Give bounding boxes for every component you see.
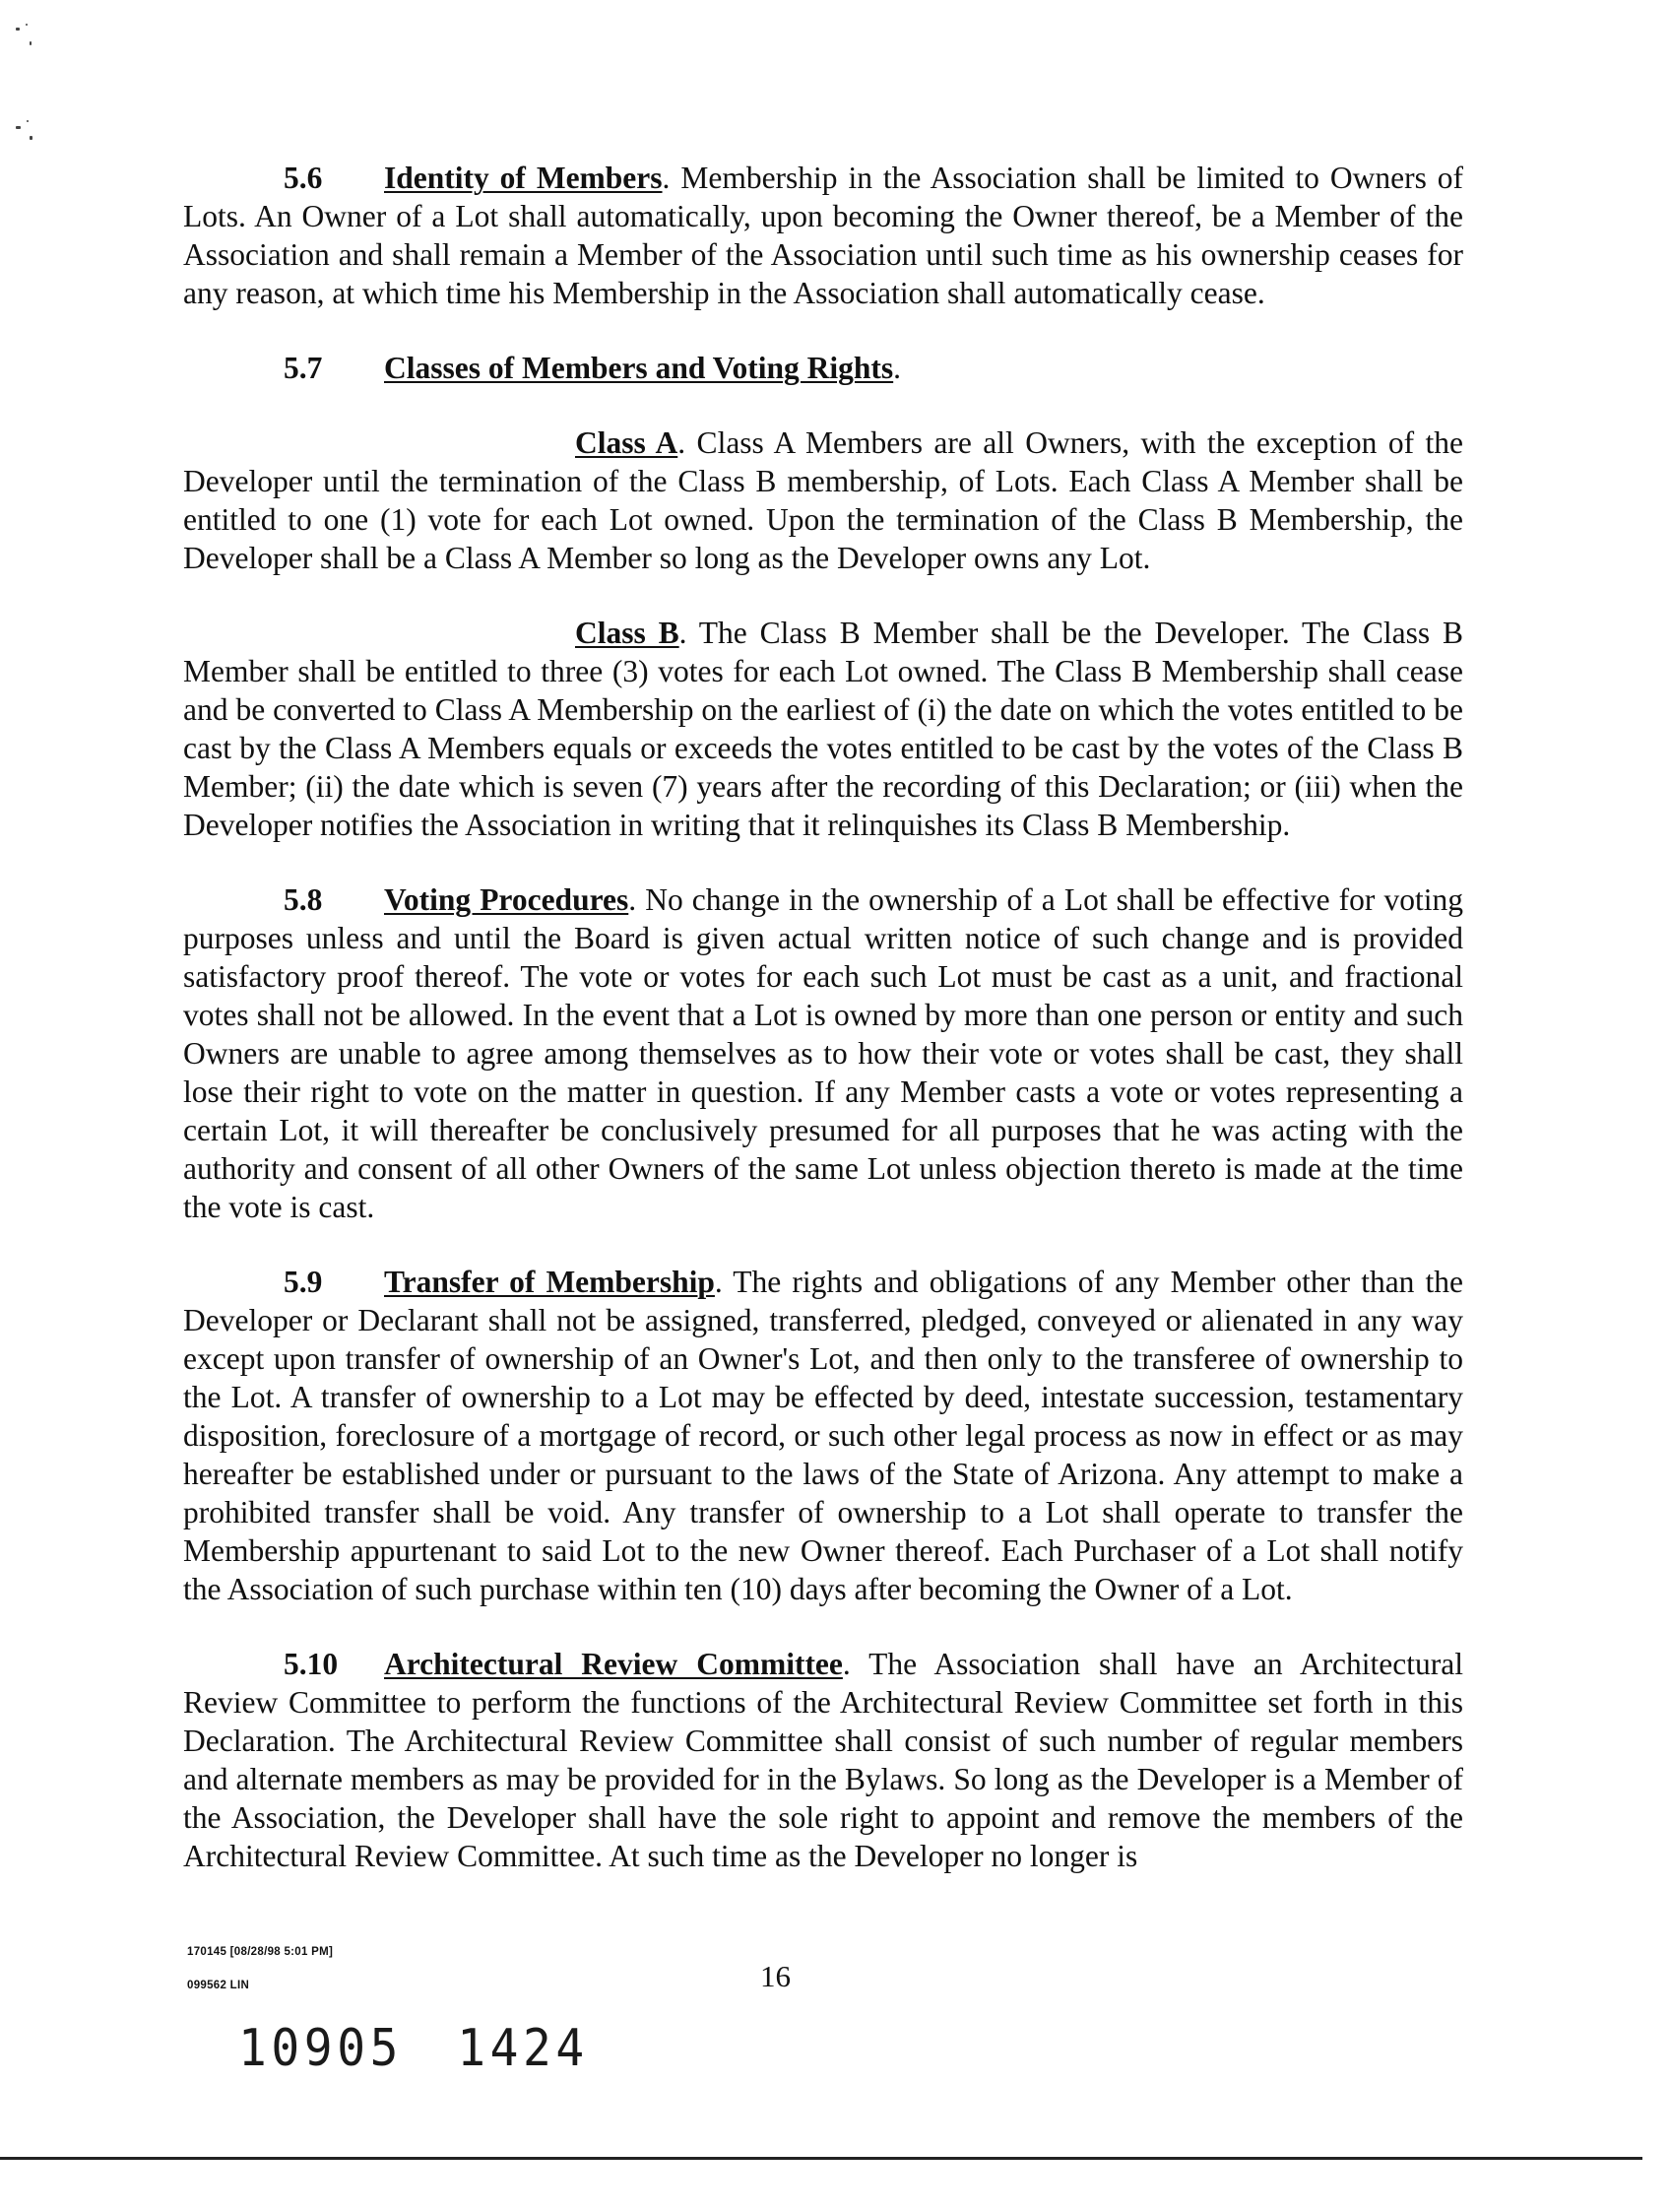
section-5-6 bbox=[183, 159, 1463, 312]
subsection-title: Class A bbox=[575, 425, 678, 460]
section-text: . No change in the ownership of a Lot shall be effective for voting purposes unless and until the Board is given actual written notice of such change and is provided satisfactory proof thereof. The vote or votes for each such Lot must be cast as a unit, and fractional votes shall not be allowed. In the event that a Lot is owned by more than one person or entity and such Owners are unable to agree among themselves as to how their vote or votes shall be cast, they shall lose their right to vote on the matter in question. If any Member casts a vote or votes representing a certain Lot, it will thereafter be conclusively presumed for all purposes that he was acting with the authority and consent of all other Owners of the same Lot unless objection thereto is made at the time the vote is cast. bbox=[183, 882, 1463, 1224]
section-text: . Membership in the Association shall be limited to Owners of Lots. An Owner of a Lot shall automatically, upon becoming the Owner thereof, be a Member of the Association and shall remain a Member of the Association until such time as his ownership ceases for any reason, at which time his Membership in the Association shall automatically cease. bbox=[183, 161, 1463, 310]
section-5-10 bbox=[183, 1645, 1463, 1875]
section-title: Voting Procedures bbox=[384, 882, 629, 917]
bottom-rule bbox=[0, 2157, 1642, 2160]
section-number: 5.9 bbox=[284, 1265, 323, 1299]
page-number: 16 bbox=[760, 1959, 791, 1993]
recording-page: 1424 bbox=[457, 2019, 589, 2078]
section-title: Architectural Review Committee bbox=[384, 1647, 843, 1681]
section-title: Classes of Members and Voting Rights bbox=[384, 351, 894, 385]
footer-file-code: 099562 LIN bbox=[187, 1980, 250, 1991]
recording-stamp bbox=[238, 2019, 589, 2078]
subsection-class-b bbox=[183, 614, 1463, 844]
section-number: 5.8 bbox=[284, 882, 323, 917]
section-5-8 bbox=[183, 880, 1463, 1226]
section-number: 5.10 bbox=[284, 1647, 339, 1681]
subsection-text: . Class A Members are all Owners, with the exception of the Developer until the termination of the Class B membership, of Lots. Each Class A Member shall be entitled to one (1) vote for each Lot owned. Upon the termination of the Class B Membership, the Developer shall be a Class A Member so long as the Developer owns any Lot. bbox=[183, 425, 1463, 575]
footer-doc-id: 170145 [08/28/98 5:01 PM] bbox=[187, 1946, 334, 1958]
subsection-class-a bbox=[183, 423, 1463, 577]
section-text: . The Association shall have an Architectural Review Committee to perform the functions of the Architectural Review Committee set forth in this Declaration. The Architectural Review Committee shall consist of such number of regular members and alternate members as may be provided for in the Bylaws. So long as the Developer is a Member of the Association, the Developer shall have the sole right to appoint and remove the members of the Architectural Review Committee. At such time as the Developer no longer is bbox=[183, 1647, 1463, 1873]
section-5-9 bbox=[183, 1263, 1463, 1608]
recording-docket: 10905 bbox=[238, 2019, 404, 2078]
document-body bbox=[183, 159, 1463, 1875]
section-5-7 bbox=[183, 349, 1463, 387]
section-number: 5.7 bbox=[284, 351, 323, 385]
subsection-text: . The Class B Member shall be the Developer. The Class B Member shall be entitled to three (3) votes for each Lot owned. The Class B Membership shall cease and be converted to Class A Membership on the earliest of (i) the date on which the votes entitled to be cast by the Class A Members equals or exceeds the votes entitled to be cast by the votes of the Class B Member; (ii) the date which is seven (7) years after the recording of this Declaration; or (iii) when the Developer notifies the Association in writing that it relinquishes its Class B Membership. bbox=[183, 616, 1463, 842]
section-title: Transfer of Membership bbox=[384, 1265, 715, 1299]
section-number: 5.6 bbox=[284, 161, 323, 195]
scan-artifacts bbox=[14, 22, 43, 160]
section-title: Identity of Members bbox=[384, 161, 663, 195]
subsection-title: Class B bbox=[575, 616, 679, 650]
section-text: . The rights and obligations of any Member other than the Developer or Declarant shall not be assigned, transferred, pledged, conveyed or alienated in any way except upon transfer of ownership of an Owner's Lot, and then only to the transferee of ownership to the Lot. A transfer of ownership to a Lot may be effected by deed, intestate succession, testamentary disposition, foreclosure of a mortgage of record, or such other legal process as now in effect or as may hereafter be established under or pursuant to the laws of the State of Arizona. Any attempt to make a prohibited transfer shall be void. Any transfer of ownership to a Lot shall operate to transfer the Membership appurtenant to said Lot to the new Owner thereof. Each Purchaser of a Lot shall notify the Association of such purchase within ten (10) days after becoming the Owner of a Lot. bbox=[183, 1265, 1463, 1606]
section-text: . bbox=[893, 351, 902, 385]
